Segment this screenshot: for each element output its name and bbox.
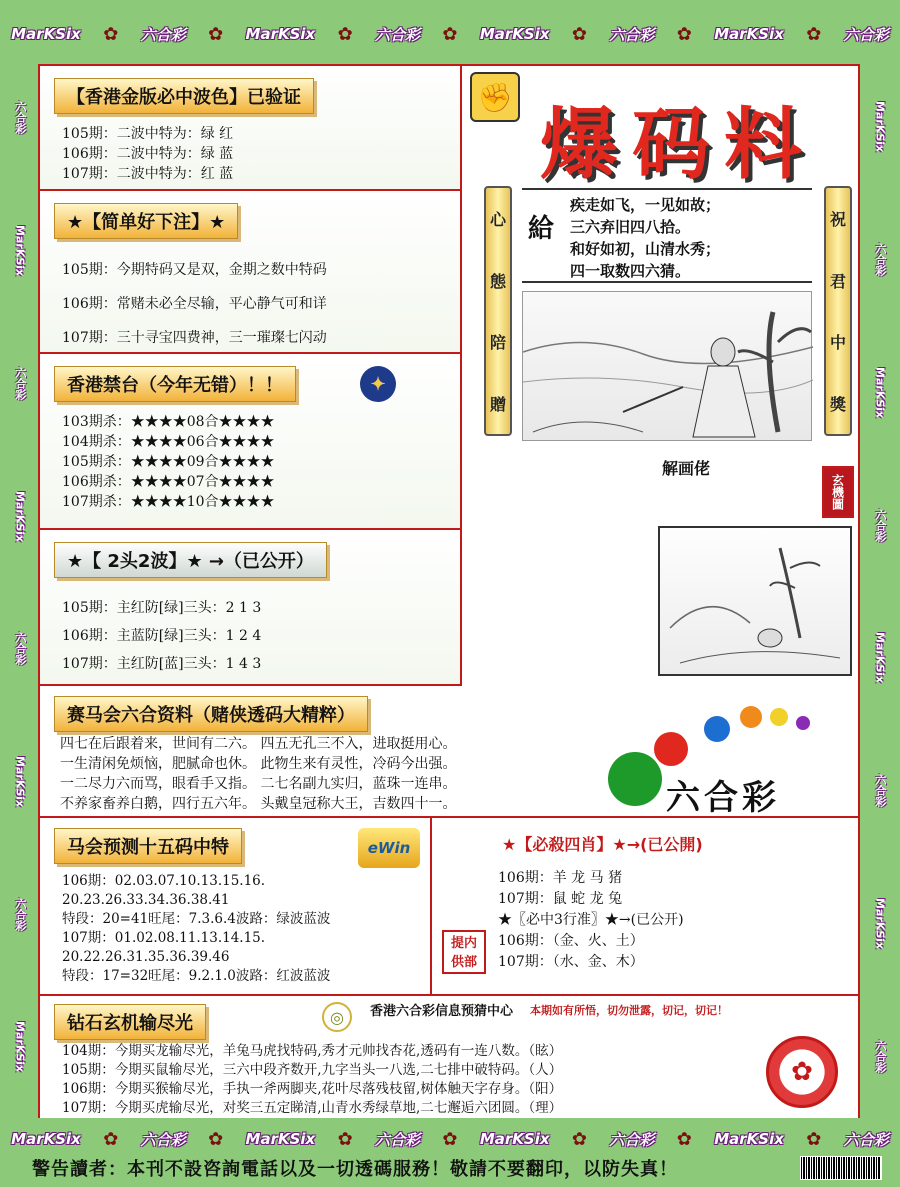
ewin-logo: eWin [358, 828, 420, 868]
section-header: 赛马会六合资料（赌侠透码大精粹） [54, 696, 368, 732]
border-strip-top [0, 12, 900, 56]
section-kill-four [432, 818, 858, 996]
brand-marksix: MarKSix [11, 25, 81, 43]
coin-icon: ◎ [322, 1002, 352, 1032]
list-item: 106期：羊 龙 马 猪 [498, 870, 623, 886]
list-item: 特段：17=32旺尾：9.2.1.0波路：红波蓝波 [62, 968, 331, 984]
brand-liuhecai: 六合彩 [843, 1130, 889, 1149]
list-item: 106期：02.03.07.10.13.15.16. [62, 873, 266, 889]
brand-marksix: MarKSix [873, 101, 887, 153]
green-ball-icon [608, 752, 662, 806]
poem-block [522, 188, 812, 283]
list-item: 不养家畜养白鹅，四行五六年。 头戴皇冠称大王，吉数四十一。 [60, 796, 457, 812]
list-item: 107期：01.02.08.11.13.14.15. [62, 930, 266, 946]
section-easy-bet [40, 191, 460, 354]
section-wave-color [40, 66, 460, 191]
list-item: 一二尽力六而骂，眼看手又指。 二七名副九实归，蓝珠一连串。 [60, 776, 457, 792]
brand-marksix: MarKSix [13, 490, 27, 542]
brand-marksix: MarKSix [479, 1130, 550, 1148]
list-item: 105期：主红防[绿]三头：2 1 3 [62, 600, 262, 616]
poem-line: 和好如初，山清水秀； [570, 240, 721, 258]
brand-marksix: MarKSix [873, 632, 887, 684]
liuhecai-logo: 六合彩 [666, 778, 780, 818]
scroll-right [824, 186, 852, 436]
list-item: 106期杀：★★★★07合★★★★ [62, 474, 275, 490]
main-panel [38, 64, 860, 1118]
center-name: 香港六合彩信息预猜中心 [370, 1004, 514, 1019]
blue-ball-icon [704, 716, 730, 742]
section-header: ★【简单好下注】★ [54, 203, 238, 239]
scroll-char: 中 [829, 333, 846, 353]
red-ball-icon [654, 732, 688, 766]
section-diamond-mystery [40, 996, 858, 1118]
flower-icon: ✿ [208, 1128, 224, 1150]
brand-liuhecai: 六合彩 [140, 25, 186, 44]
brand-liuhecai: 六合彩 [140, 1130, 186, 1149]
border-strip-right [864, 56, 896, 1118]
list-item: 107期：主红防[蓝]三头：1 4 3 [62, 656, 262, 672]
list-item: 107期：二波中特为：红 蓝 [62, 166, 234, 182]
list-item: 105期：二波中特为：绿 红 [62, 126, 234, 142]
scroll-char: 君 [829, 271, 846, 291]
list-item: 107期：今期买虎输尽光，对奖三五定睇清,山青水秀绿草地,二七邂逅六团圆。（理） [62, 1100, 563, 1116]
poem-line: 三六弃旧四八拾。 [570, 218, 691, 236]
prediction-list [62, 872, 330, 986]
list-item: 107期杀：★★★★10合★★★★ [62, 494, 275, 510]
purple-ball-icon [796, 716, 810, 730]
title-panel [460, 66, 858, 686]
list-item: 106期：二波中特为：绿 蓝 [62, 146, 234, 162]
orange-ball-icon [740, 706, 762, 728]
list-item: 104期杀：★★★★06合★★★★ [62, 434, 275, 450]
list-item: 107期：（水、金、木） [498, 954, 644, 970]
brand-liuhecai: 六合彩 [874, 1039, 887, 1073]
section-header: 马会预测十五码中特 [54, 828, 242, 864]
yellow-ball-icon [770, 708, 788, 726]
flower-icon: ✿ [103, 1128, 119, 1150]
list-item: 106期：（金、火、土） [498, 933, 644, 949]
list-item: 一生清闲免烦恼，肥腻命也休。 此物生来有灵性，冷码今出强。 [60, 756, 457, 772]
section-header: ★【必殺四肖】★→(已公開) [502, 835, 703, 854]
brand-marksix: MarKSix [13, 1021, 27, 1073]
xuanji-badge: 玄機圖 [822, 466, 854, 518]
list-item: 106期：常赌未必全尽输，平心静气可和详 [62, 296, 327, 312]
brand-marksix: MarKSix [13, 756, 27, 808]
list-item: 四七在后跟着来，世间有二六。 四五无孔三不入，进取挺用心。 [60, 736, 457, 752]
list-item: 106期：主蓝防[绿]三头：1 2 4 [62, 628, 262, 644]
scroll-char: 贈 [489, 394, 506, 414]
brand-marksix: MarKSix [714, 25, 784, 43]
brand-liuhecai: 六合彩 [609, 1130, 655, 1149]
brand-marksix: MarKSix [479, 25, 550, 43]
scroll-char: 獎 [829, 394, 846, 414]
flower-icon: ✿ [337, 23, 353, 45]
painting-illustration [660, 528, 850, 674]
list-item: 20.22.26.31.35.36.39.46 [62, 949, 230, 965]
brand-liuhecai: 六合彩 [14, 897, 27, 931]
flower-icon: ✿ [676, 23, 692, 45]
ink-painting-small [658, 526, 852, 676]
flower-icon: ✿ [337, 1128, 353, 1150]
brand-marksix: MarKSix [873, 897, 887, 949]
list-item: 105期：今期特码又是双，金期之数中特码 [62, 262, 327, 278]
brand-marksix: MarKSix [714, 1130, 784, 1148]
list-item: 105期：今期买鼠输尽光，三六中段齐数开,九字当头一八选,二七排中破特码。（人） [62, 1062, 563, 1078]
section-banned-platform [40, 354, 460, 530]
list-item: 106期：今期买猴输尽光，手执一斧两脚夹,花叶尽落残枝留,树体触天字存身。（阳） [62, 1081, 563, 1097]
center-note: 本期如有所悟，切勿泄露，切记，切记！ [530, 1004, 728, 1017]
section-fifteen-codes [40, 818, 432, 996]
brand-liuhecai: 六合彩 [14, 632, 27, 666]
list-item: 特段：20=41旺尾：7.3.6.4波路：绿波蓝波 [62, 911, 331, 927]
fist-logo-icon: ✊ [470, 72, 520, 122]
list-item: 107期：鼠 蛇 龙 兔 [498, 891, 623, 907]
section-jockey-club-data [40, 686, 858, 818]
flower-icon: ✿ [571, 1128, 588, 1150]
logo-badge-icon: ✦ [360, 366, 396, 402]
border-strip-left [4, 56, 36, 1118]
flower-icon: ✿ [806, 1128, 822, 1150]
badge-line: 供部 [450, 955, 477, 970]
section-header: ★【 2头2波】★ →（已公开） [54, 542, 327, 578]
warning-footer: 警告讀者：本刊不設咨詢電話以及一切透碼服務！敬請不要翻印，以防失真！ [0, 1149, 900, 1187]
bauhinia-emblem-icon: ✿ [766, 1036, 838, 1108]
brand-liuhecai: 六合彩 [843, 25, 889, 44]
list-item: 103期杀：★★★★08合★★★★ [62, 414, 275, 430]
brand-marksix: MarKSix [13, 225, 27, 277]
page-title: 爆码料 [540, 99, 817, 190]
brand-marksix: MarKSix [873, 366, 887, 418]
brand-liuhecai: 六合彩 [874, 774, 887, 808]
section-header: 香港禁台（今年无错）！！ [54, 366, 296, 402]
brand-liuhecai: 六合彩 [375, 1130, 421, 1149]
ink-painting [522, 291, 812, 441]
scroll-char: 祝 [829, 210, 846, 230]
painting-illustration [523, 292, 813, 442]
poem-line: 四一取数四六猜。 [570, 262, 691, 280]
section-header: 【香港金版必中波色】已验证 [54, 78, 314, 114]
scroll-char: 態 [489, 271, 506, 291]
scroll-left [484, 186, 512, 436]
section-header: 钻石玄机输尽光 [54, 1004, 206, 1040]
barcode [800, 1156, 882, 1180]
flower-icon: ✿ [103, 23, 119, 45]
brand-liuhecai: 六合彩 [874, 243, 887, 277]
brand-liuhecai: 六合彩 [375, 25, 421, 44]
brand-marksix: MarKSix [11, 1130, 81, 1148]
flower-icon: ✿ [208, 23, 224, 45]
badge-line: 提内 [450, 936, 477, 951]
brand-liuhecai: 六合彩 [609, 25, 655, 44]
brand-liuhecai: 六合彩 [14, 366, 27, 400]
flower-icon: ✿ [806, 23, 822, 45]
verse-grid [60, 734, 456, 814]
section-two-heads [40, 530, 460, 686]
flower-icon: ✿ [571, 23, 588, 45]
brand-liuhecai: 六合彩 [874, 508, 887, 542]
prediction-list [62, 1042, 562, 1118]
flower-icon: ✿ [442, 1128, 458, 1150]
flower-icon: ✿ [676, 1128, 692, 1150]
list-item: 105期杀：★★★★09合★★★★ [62, 454, 275, 470]
jiehua-label: 解画佬 [662, 459, 711, 478]
brand-marksix: MarKSix [245, 25, 316, 43]
brand-liuhecai: 六合彩 [14, 101, 27, 135]
list-item: 20.23.26.33.34.36.38.41 [62, 892, 230, 908]
prediction-list [498, 868, 684, 973]
poem-gei: 給 [528, 214, 555, 244]
scroll-char: 心 [489, 210, 506, 230]
list-item: 104期：今期买龙输尽光，羊兔马虎找特码,秀才元帅找杏花,透码有一连八数。（眩） [62, 1043, 563, 1059]
list-item: ★〖必中3行准〗★→(已公开) [498, 912, 684, 928]
poem-line: 疾走如飞，一见如故； [570, 196, 721, 214]
list-item: 107期：三十寻宝四费神，三一璀璨七闪动 [62, 330, 327, 346]
scroll-char: 陪 [489, 333, 506, 353]
brand-marksix: MarKSix [245, 1130, 316, 1148]
flower-icon: ✿ [442, 23, 458, 45]
internal-badge [442, 930, 486, 974]
